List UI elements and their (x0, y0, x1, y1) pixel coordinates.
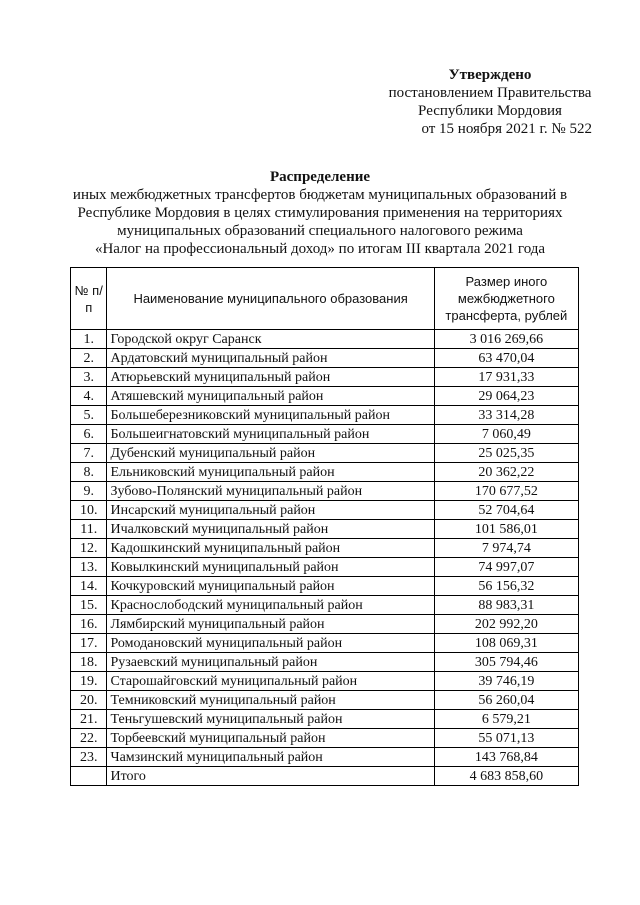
row-amount: 88 983,31 (434, 596, 578, 615)
row-amount: 108 069,31 (434, 634, 578, 653)
row-amount: 25 025,35 (434, 444, 578, 463)
row-number: 9. (71, 482, 107, 501)
table-row (71, 349, 579, 368)
table-total-row (71, 767, 579, 786)
row-municipality: Инсарский муниципальный район (107, 501, 434, 520)
row-municipality: Чамзинский муниципальный район (107, 748, 434, 767)
table-body (71, 330, 579, 786)
table-row (71, 501, 579, 520)
row-municipality: Кадошкинский муниципальный район (107, 539, 434, 558)
row-number: 16. (71, 615, 107, 634)
row-amount: 55 071,13 (434, 729, 578, 748)
table-row (71, 406, 579, 425)
table-row (71, 330, 579, 349)
table-row (71, 577, 579, 596)
header-value: Размер иного межбюджетного трансферта, рублей (434, 268, 578, 330)
row-municipality: Ардатовский муниципальный район (107, 349, 434, 368)
row-number: 10. (71, 501, 107, 520)
table-row (71, 634, 579, 653)
row-amount: 7 060,49 (434, 425, 578, 444)
row-amount: 305 794,46 (434, 653, 578, 672)
table-row (71, 482, 579, 501)
row-number: 3. (71, 368, 107, 387)
header-name: Наименование муниципального образования (107, 268, 434, 330)
table-row (71, 748, 579, 767)
approval-title: Утверждено (448, 67, 532, 83)
approval-date-line: от 15 ноября 2021 г. № 522 (421, 121, 592, 137)
row-number: 21. (71, 710, 107, 729)
row-municipality: Ромодановский муниципальный район (107, 634, 434, 653)
row-municipality: Итого (107, 767, 434, 786)
row-number: 18. (71, 653, 107, 672)
row-number: 8. (71, 463, 107, 482)
approval-line-1: постановлением Правительства (388, 85, 592, 101)
row-municipality: Старошайговский муниципальный район (107, 672, 434, 691)
table-row (71, 672, 579, 691)
row-number: 7. (71, 444, 107, 463)
row-municipality: Ельниковский муниципальный район (107, 463, 434, 482)
row-number: 17. (71, 634, 107, 653)
row-number: 20. (71, 691, 107, 710)
table-row (71, 653, 579, 672)
row-municipality: Большеберезниковский муниципальный район (107, 406, 434, 425)
title-line-3: муниципальных образований специального налогового режима (117, 223, 523, 239)
row-number: 22. (71, 729, 107, 748)
row-municipality: Дубенский муниципальный район (107, 444, 434, 463)
document-title (40, 168, 600, 258)
row-number: 5. (71, 406, 107, 425)
table-row (71, 444, 579, 463)
row-number: 2. (71, 349, 107, 368)
row-municipality: Краснослободский муниципальный район (107, 596, 434, 615)
row-amount: 52 704,64 (434, 501, 578, 520)
row-municipality: Лямбирский муниципальный район (107, 615, 434, 634)
row-number: 15. (71, 596, 107, 615)
row-municipality: Атяшевский муниципальный район (107, 387, 434, 406)
row-municipality: Темниковский муниципальный район (107, 691, 434, 710)
table-row (71, 558, 579, 577)
row-amount: 56 156,32 (434, 577, 578, 596)
row-amount: 143 768,84 (434, 748, 578, 767)
table-row (71, 387, 579, 406)
approval-line-2: Республики Мордовия (418, 103, 562, 119)
row-amount: 4 683 858,60 (434, 767, 578, 786)
row-amount: 101 586,01 (434, 520, 578, 539)
row-number: 11. (71, 520, 107, 539)
row-amount: 39 746,19 (434, 672, 578, 691)
row-municipality: Ичалковский муниципальный район (107, 520, 434, 539)
row-number: 4. (71, 387, 107, 406)
row-number: 19. (71, 672, 107, 691)
row-municipality: Городской округ Саранск (107, 330, 434, 349)
row-amount: 20 362,22 (434, 463, 578, 482)
row-amount: 6 579,21 (434, 710, 578, 729)
row-amount: 74 997,07 (434, 558, 578, 577)
row-number: 23. (71, 748, 107, 767)
row-municipality: Атюрьевский муниципальный район (107, 368, 434, 387)
table-row (71, 729, 579, 748)
row-municipality: Зубово-Полянский муниципальный район (107, 482, 434, 501)
table-row (71, 539, 579, 558)
table-row (71, 520, 579, 539)
table-row (71, 425, 579, 444)
row-number: 6. (71, 425, 107, 444)
row-number: 12. (71, 539, 107, 558)
row-municipality: Торбеевский муниципальный район (107, 729, 434, 748)
row-municipality: Рузаевский муниципальный район (107, 653, 434, 672)
title-line-1: иных межбюджетных трансфертов бюджетам муниципальных образований в (72, 187, 568, 203)
row-municipality: Теньгушевский муниципальный район (107, 710, 434, 729)
row-amount: 17 931,33 (434, 368, 578, 387)
approval-block (370, 66, 610, 138)
row-amount: 170 677,52 (434, 482, 578, 501)
row-amount: 7 974,74 (434, 539, 578, 558)
row-number (71, 767, 107, 786)
row-municipality: Кочкуровский муниципальный район (107, 577, 434, 596)
table-row (71, 710, 579, 729)
row-amount: 63 470,04 (434, 349, 578, 368)
distribution-table (70, 267, 579, 786)
title-line-4: «Налог на профессиональный доход» по итогам III квартала 2021 года (94, 241, 546, 257)
row-amount: 56 260,04 (434, 691, 578, 710)
row-number: 13. (71, 558, 107, 577)
table-header-row (71, 268, 579, 330)
row-amount: 3 016 269,66 (434, 330, 578, 349)
table-row (71, 463, 579, 482)
row-municipality: Ковылкинский муниципальный район (107, 558, 434, 577)
table-row (71, 691, 579, 710)
title-main: Распределение (269, 169, 371, 185)
row-amount: 202 992,20 (434, 615, 578, 634)
row-number: 1. (71, 330, 107, 349)
row-amount: 33 314,28 (434, 406, 578, 425)
title-line-2: Республике Мордовия в целях стимулирования применения на территориях (77, 205, 563, 221)
row-amount: 29 064,23 (434, 387, 578, 406)
table-row (71, 368, 579, 387)
table-row (71, 615, 579, 634)
row-municipality: Большеигнатовский муниципальный район (107, 425, 434, 444)
row-number: 14. (71, 577, 107, 596)
header-num: № п/п (71, 268, 107, 330)
table-row (71, 596, 579, 615)
